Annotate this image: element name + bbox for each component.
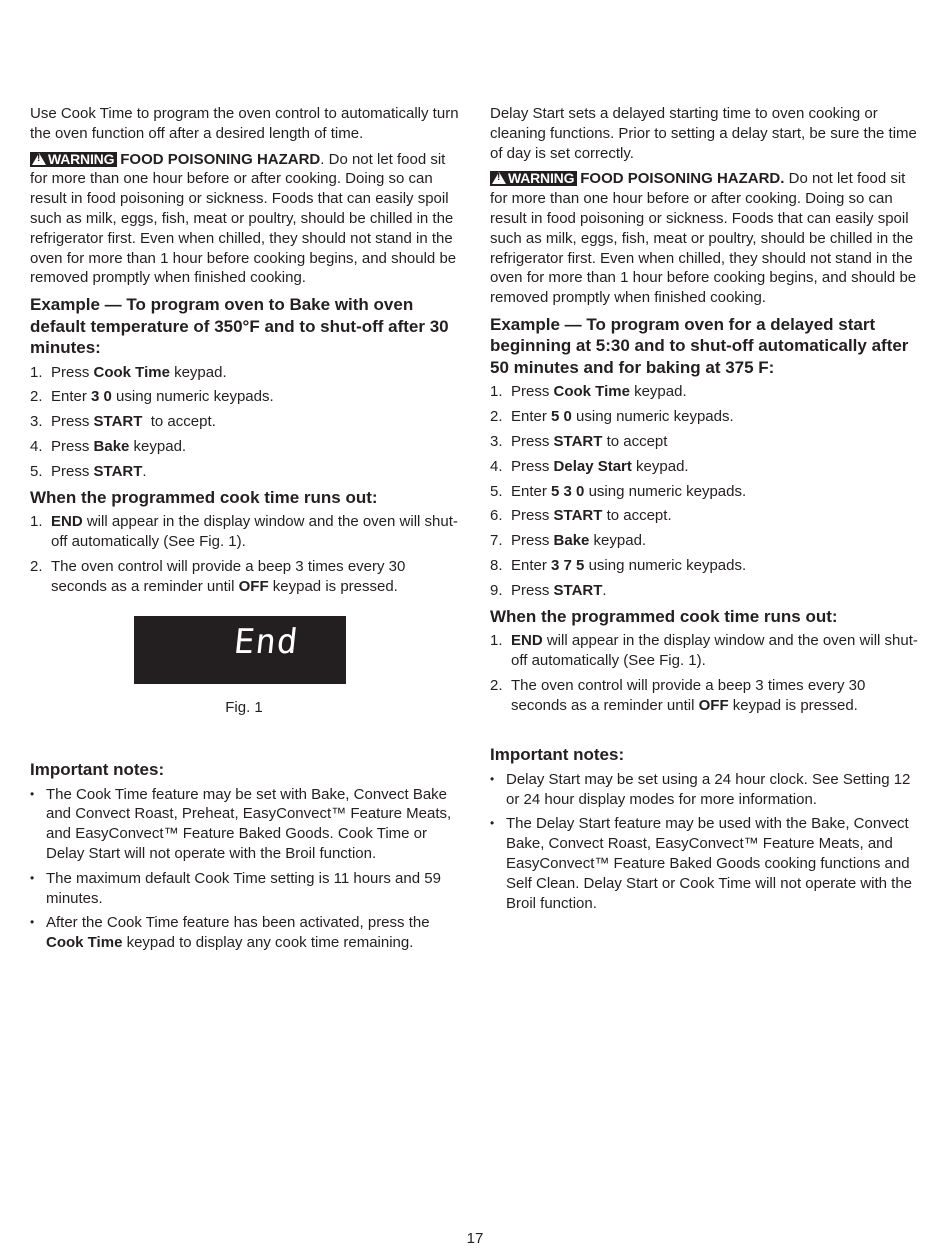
step-item: 1. Press Cook Time keypad.: [30, 363, 227, 381]
note-item: • The Delay Start feature may be used with the Bake, Convect Bake, Convect Roast, EasyConvect™ Feature Meats, and EasyConvect™ Feature Baked Goods cooking functions and Self Clean. Delay Start or Cook Time will not operate with the Broil function.: [490, 814, 922, 913]
runs-out-steps: [490, 631, 922, 715]
step-item: 7. Press Bake keypad.: [490, 532, 647, 550]
example-steps: [490, 382, 922, 600]
note-item: • The maximum default Cook Time setting is 11 hours and 59 minutes.: [30, 869, 462, 909]
note-item: • Delay Start may be set using a 24 hour clock. See Setting 12 or 24 hour display modes for more information.: [490, 770, 922, 810]
delay-start-column: [490, 104, 922, 918]
cook-time-column: [30, 104, 462, 958]
step-item: 4. Press Delay Start keypad.: [490, 457, 689, 475]
note-item: • After the Cook Time feature has been activated, press the Cook Time keypad to display any cook time remaining.: [30, 913, 462, 953]
step-item: 1. END will appear in the display window and the oven will shut-off automatically (See Fig. 1).: [490, 632, 918, 669]
step-item: 9. Press START.: [490, 581, 607, 599]
step-item: 2. The oven control will provide a beep 3 times every 30 seconds as a reminder until OFF keypad is pressed.: [30, 557, 406, 595]
step-item: 1. END will appear in the display window and the oven will shut-off automatically (See Fig. 1).: [30, 513, 458, 550]
warning-block: [490, 169, 922, 308]
warning-title: FOOD POISONING HAZARD.: [580, 170, 785, 188]
step-item: 3. Press START to accept: [490, 433, 668, 451]
step-item: 4. Press Bake keypad.: [30, 438, 187, 456]
step-item: 6. Press START to accept.: [490, 507, 672, 525]
delay-start-intro: Delay Start sets a delayed starting time to oven cooking or cleaning functions. Prior to setting a delay start, be sure the time of day is set correctly.: [490, 105, 917, 162]
example-steps: [30, 363, 462, 482]
example-heading: Example — To program oven for a delayed start beginning at 5:30 and to shut-off automatically after 50 minutes and for baking at 375 F:: [490, 314, 909, 377]
warning-triangle-icon: [492, 172, 506, 184]
warning-title: FOOD POISONING HAZARD: [120, 150, 321, 168]
step-item: 2. Enter 5 0 using numeric keypads.: [490, 408, 734, 426]
step-item: 2. Enter 3 0 using numeric keypads.: [30, 388, 274, 406]
warning-body: Do not let food sit for more than one hour before or after cooking. Doing so can result in food poisoning or sickness. Foods that can easily spoil such as milk, eggs, fish, meat or poultry, should be chilled in the refrigerator first. Even when chilled, they should not stand in the oven for more than 1 hour before cooking begins, and should be removed promptly when finished cooking.: [490, 170, 917, 307]
runs-out-steps: [30, 512, 462, 596]
note-item: • The Cook Time feature may be set with Bake, Convect Bake and Convect Roast, Preheat, EasyConvect™ Feature Meats, and EasyConvect™ Feature Baked Goods. Cook Time or Delay Start will not operate with the Broil function.: [30, 785, 462, 864]
warning-block: !WARNING FOOD POISONING HAZARD. Do not let food sit for more than one hour before or after cooking. Doing so can result in food poisoning or sickness. Foods that can easily spoil such as milk, eggs, fish, meat or poultry, should be chilled in the refrigerator first. Even when chilled, they should not stand in the oven for more than 1 hour before cooking begins, and should be removed promptly when finished cooking.: [30, 150, 462, 289]
example-heading: Example — To program oven to Bake with oven default temperature of 350°F and to shut-off after 30 minutes:: [30, 295, 449, 358]
cook-time-intro: Use Cook Time to program the oven control to automatically turn the oven function off after a desired length of time.: [30, 105, 459, 142]
step-item: 8. Enter 3 7 5 using numeric keypads.: [490, 557, 747, 575]
notes-list: [490, 770, 922, 914]
end-display-figure: [134, 616, 346, 684]
warning-triangle-icon: [32, 153, 46, 165]
page-number: 17: [466, 1230, 484, 1247]
notes-heading: Important notes:: [490, 745, 625, 765]
figure-caption: Fig. 1: [225, 699, 263, 717]
warning-body: Do not let food sit for more than one hour before or after cooking. Doing so can result in food poisoning or sickness. Foods that can easily spoil such as milk, eggs, fish, meat or poultry, should be chilled in the refrigerator first. Even when chilled, they should not stand in the oven for more than 1 hour before cooking begins, and should be removed promptly when finished cooking.: [30, 150, 457, 287]
notes-list: [30, 785, 462, 953]
warning-badge: !WARNING: [30, 152, 117, 167]
step-item: 3. Press START to accept.: [30, 413, 216, 431]
runs-out-heading: When the programmed cook time runs out:: [490, 606, 838, 626]
step-item: 1. Press Cook Time keypad.: [490, 383, 687, 401]
step-item: 2. The oven control will provide a beep 3 times every 30 seconds as a reminder until OFF keypad is pressed.: [490, 676, 866, 714]
step-item: 5. Enter 5 3 0 using numeric keypads.: [490, 482, 747, 500]
runs-out-heading: When the programmed cook time runs out:: [30, 487, 378, 507]
display-text: End: [231, 622, 301, 663]
step-item: 5. Press START.: [30, 462, 147, 480]
warning-badge: !WARNING: [490, 171, 577, 186]
notes-heading: Important notes:: [30, 760, 165, 780]
